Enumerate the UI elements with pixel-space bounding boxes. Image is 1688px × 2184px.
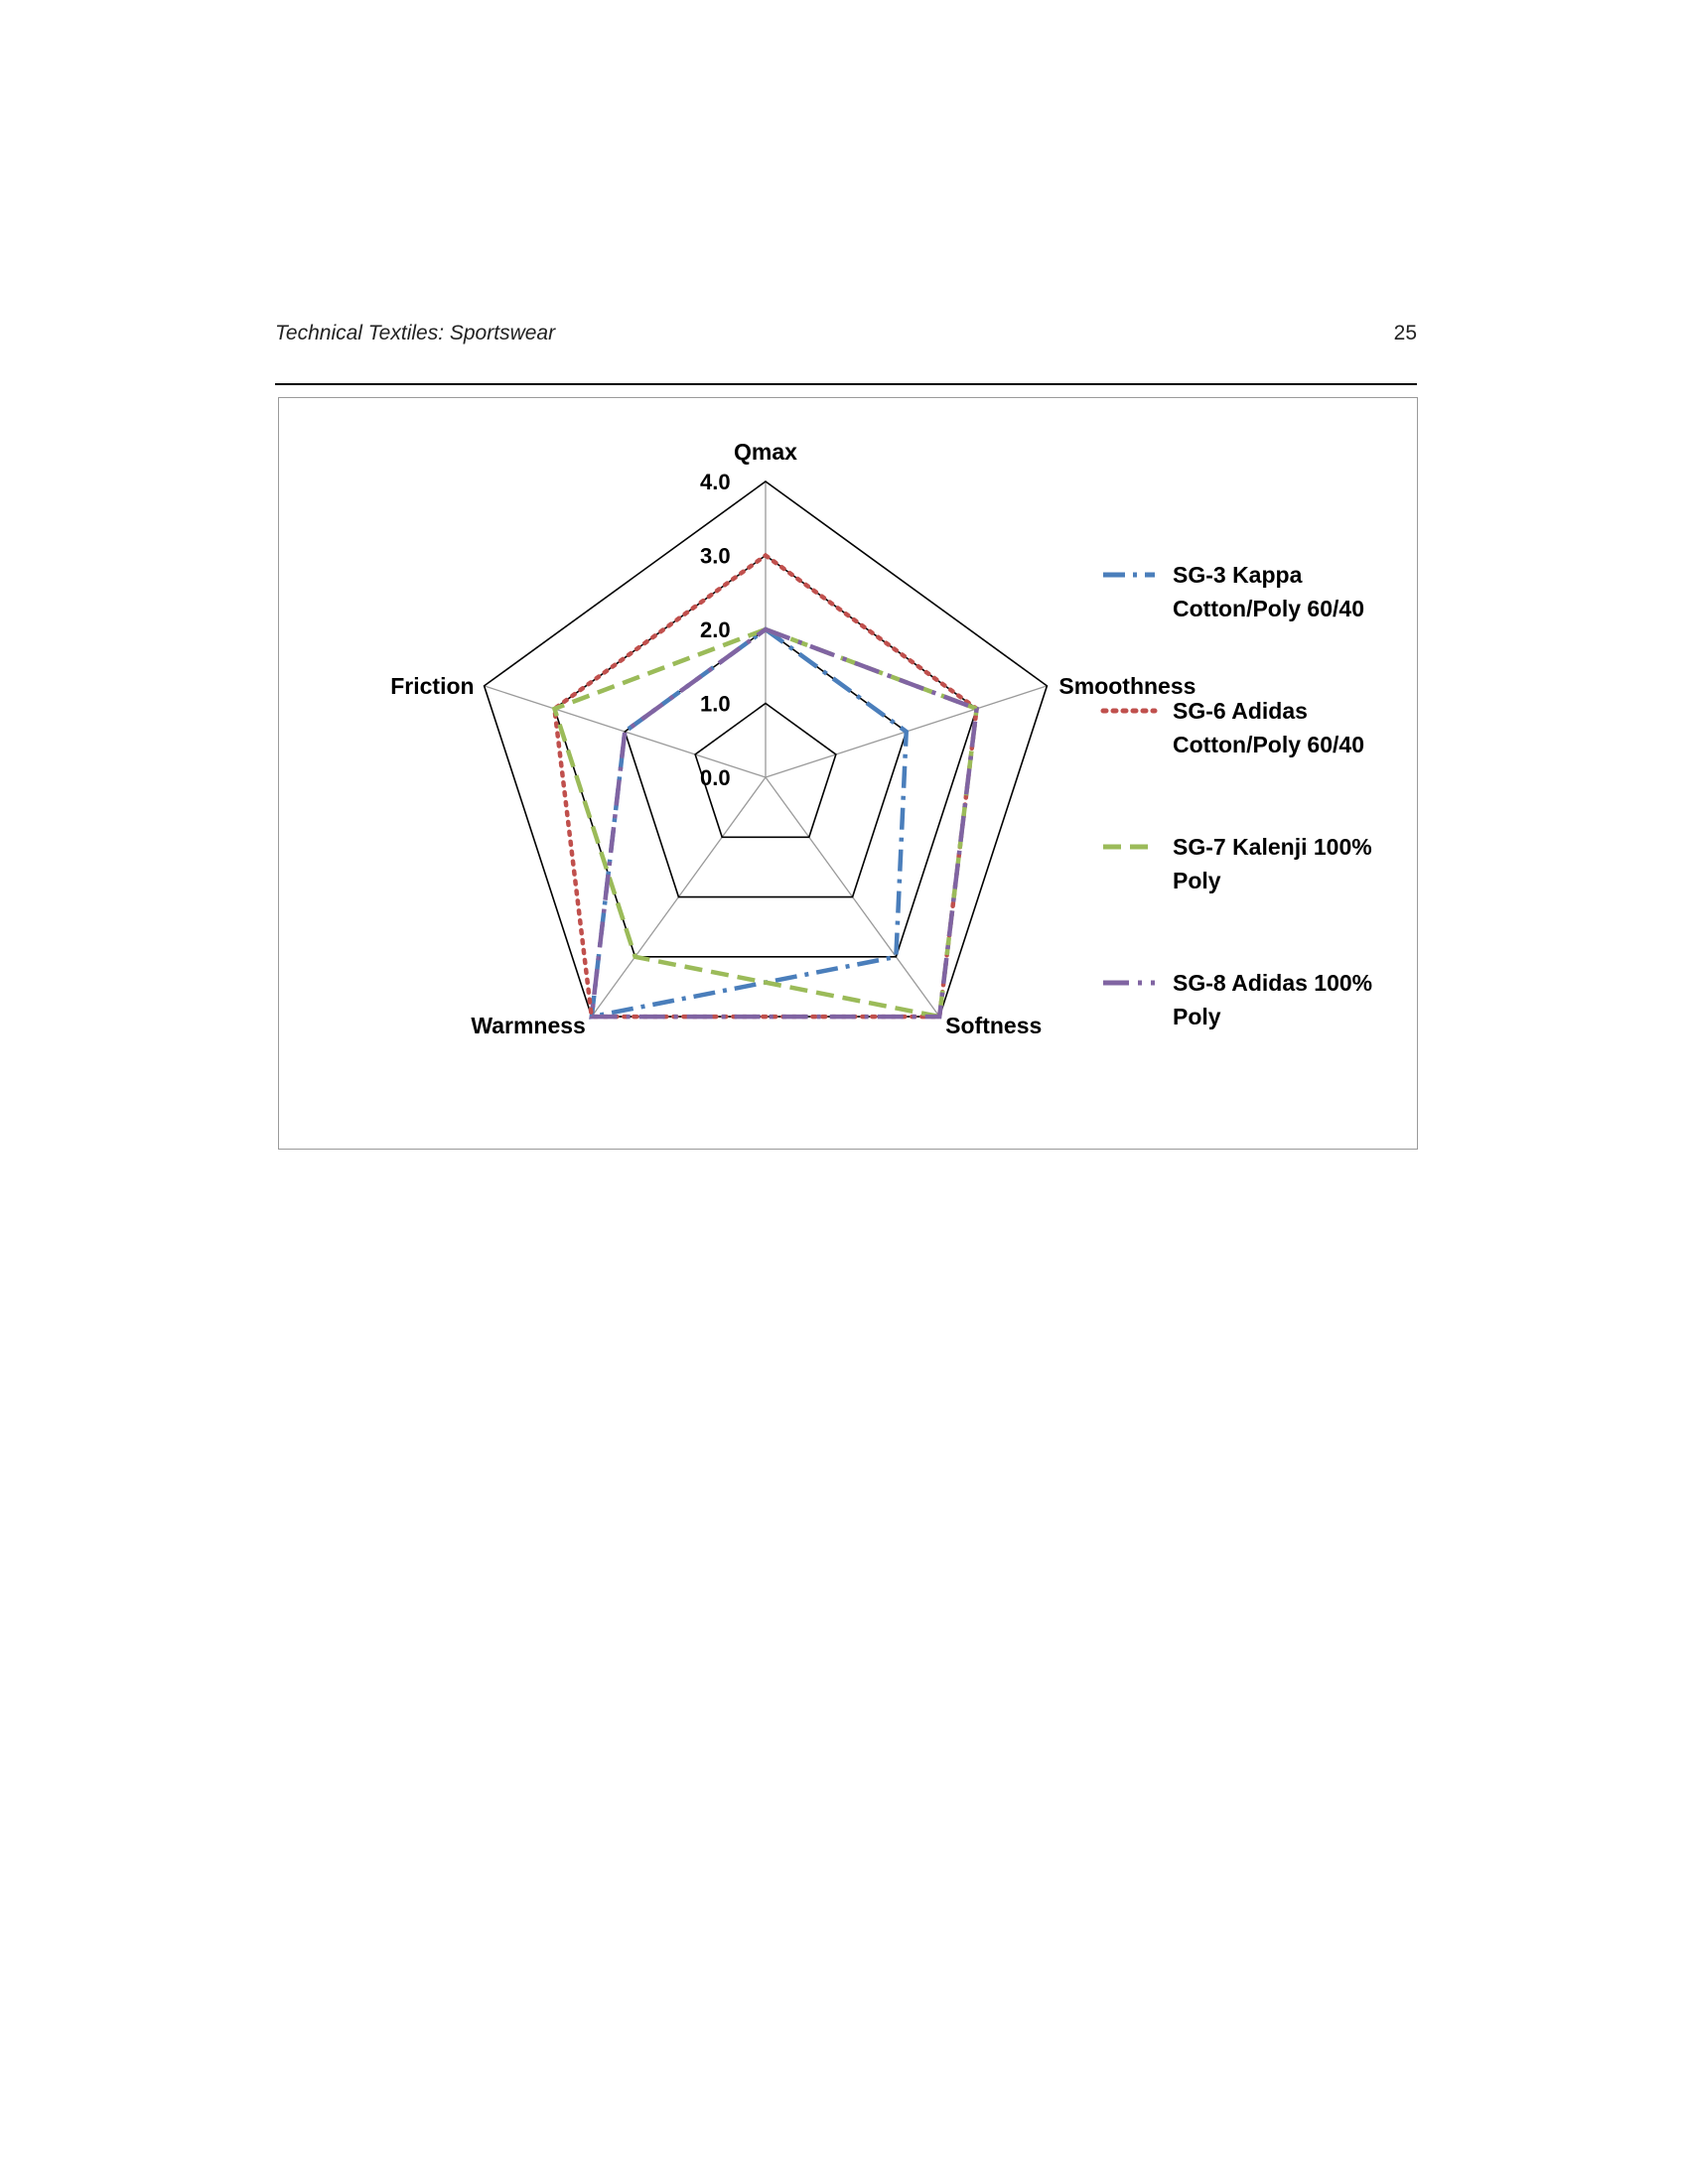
radar-labels <box>390 439 1196 1038</box>
legend-item-3 <box>1103 834 1372 893</box>
header-rule <box>275 383 1417 385</box>
tick-label: 1.0 <box>700 691 731 717</box>
tick-label: 4.0 <box>700 470 731 494</box>
legend-label: SG-6 Adidas <box>1173 698 1308 724</box>
running-header-title: Technical Textiles: Sportswear <box>275 322 556 344</box>
legend <box>1103 562 1372 1029</box>
radar-grid <box>485 481 1048 1017</box>
axis-label-smoothness: Smoothness <box>1058 672 1196 699</box>
running-header <box>275 322 1417 351</box>
chart-frame <box>278 397 1418 1150</box>
page-number: 25 <box>1393 322 1417 344</box>
axis-label-softness: Softness <box>945 1013 1043 1039</box>
legend-item-2 <box>1103 698 1364 757</box>
legend-label: SG-8 Adidas 100% <box>1173 970 1373 996</box>
legend-label: Poly <box>1173 1004 1221 1029</box>
axis-label-warmness: Warmness <box>471 1013 586 1039</box>
legend-item-4 <box>1103 970 1372 1029</box>
legend-label: Poly <box>1173 868 1221 893</box>
legend-label: Cotton/Poly 60/40 <box>1173 732 1364 757</box>
axis-label-qmax: Qmax <box>734 439 797 465</box>
legend-label: SG-3 Kappa <box>1173 562 1303 588</box>
legend-label: SG-7 Kalenji 100% <box>1173 834 1372 860</box>
radar-chart <box>279 398 1417 1149</box>
tick-label: 3.0 <box>700 543 731 569</box>
legend-label: Cotton/Poly 60/40 <box>1173 596 1364 621</box>
tick-label: 2.0 <box>700 617 731 642</box>
tick-label: 0.0 <box>700 765 731 790</box>
axis-label-friction: Friction <box>390 672 475 699</box>
legend-item-1 <box>1103 562 1364 621</box>
